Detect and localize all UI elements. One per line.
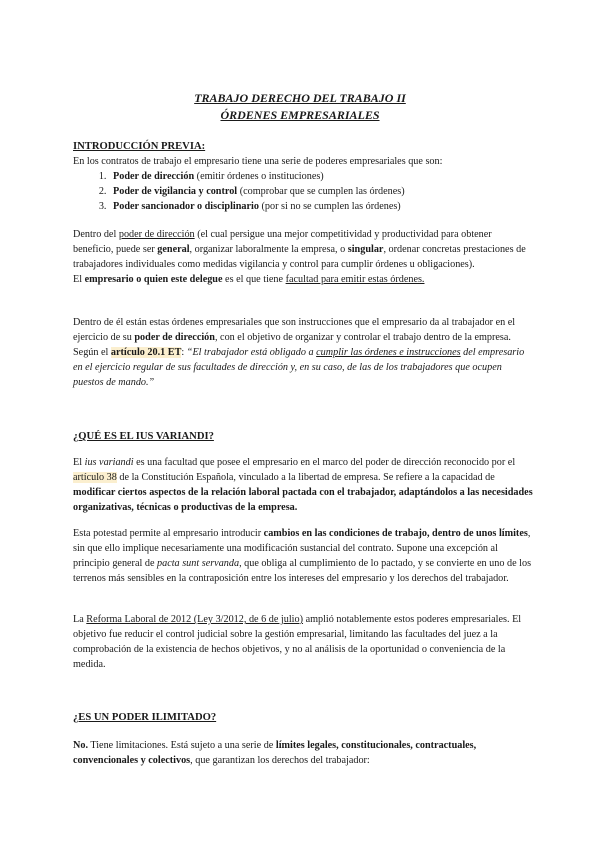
list-item: 1. Poder de dirección (emitir órdenes o instituciones) xyxy=(109,169,533,184)
intro-section xyxy=(73,139,533,214)
powers-list xyxy=(73,169,533,214)
ius-variandi-section xyxy=(73,429,533,444)
document-title: TRABAJO DERECHO DEL TRABAJO II xyxy=(194,91,406,105)
ius-paragraph-2: Esta potestad permite al empresario introducir cambios en las condiciones de trabajo, dentro de unos límites, sin que ello implique necesariamente una modificación sustancial del contrato. Supone una excepción al principio general de pacta sunt servanda, que obliga al cumplimiento de lo pactado, y se convierte en uno de los terrenos más sensibles en la contraposición entre los intereses del empresario y los derechos del trabajador. xyxy=(73,528,532,584)
ius-paragraph-3: La Reforma Laboral de 2012 (Ley 3/2012, de 6 de julio) amplió notablemente estos poderes empresariales. El objetivo fue reducir el control judicial sobre la gestión empresarial, limitando las facultades del juez a la comprobación de la existencia de hechos objetivos, y no al análisis de la oportunidad o conveniencia de la medida. xyxy=(73,614,522,670)
article-38-reference: artículo 38 xyxy=(73,472,117,483)
intro-paragraph-2: El empresario o quien este delegue es el que tiene facultad para emitir estas órdenes. xyxy=(73,274,425,285)
poder-direccion-link[interactable]: poder de dirección xyxy=(118,229,195,240)
ius-paragraph-1: El ius variandi es una facultad que posee el empresario en el marco del poder de dirección reconocido por el artículo 38 de la Constitución Española, vinculado a la libertad de empresa. Se refiere a la capacidad de modificar ciertos aspectos de la relación laboral pactada con el trabajador, adaptándolos a las necesidades organizativas, técnicas o productivas de la empresa. xyxy=(73,457,533,513)
ilimitado-heading: ¿ES UN PODER ILIMITADO? xyxy=(73,712,217,723)
intro-paragraph-3: Dentro de él están estas órdenes empresariales que son instrucciones que el empresario da al trabajador en el ejercicio de su poder de dirección, con el objetivo de organizar y controlar el trabajo dentro de la empresa. Según el artículo 20.1 ET: “El trabajador está obligado a cumplir las órdenes e instrucciones del empresario en el ejercicio regular de sus facultades de dirección y, en su caso, de las de los trabajadores que ocupen puestos de mando.” xyxy=(73,315,533,390)
article-20-reference: artículo 20.1 ET xyxy=(110,347,182,358)
reforma-laboral-link[interactable]: Reforma Laboral de 2012 (Ley 3/2012, de 6 de julio) xyxy=(86,614,304,625)
ilimitado-paragraph-1: No. Tiene limitaciones. Está sujeto a una serie de límites legales, constitucionales, contractuales, convencionales y colectivos, que garantizan los derechos del trabajador: xyxy=(73,740,477,766)
list-item: 2. Poder de vigilancia y control (comprobar que se cumplen las órdenes) xyxy=(109,184,533,199)
list-item: 3. Poder sancionador o disciplinario (por si no se cumplen las órdenes) xyxy=(109,199,533,214)
article-quote: Según el artículo 20.1 ET: “El trabajador está obligado a cumplir las órdenes e instrucciones del empresario en el ejercicio regular de sus facultades de dirección y, en su caso, de las de los trabajadores que ocupen puestos de mando.” xyxy=(73,347,525,388)
intro-paragraph-1: Dentro del poder de dirección (el cual persigue una mejor competitividad y productividad para obtener beneficio, puede ser general, organizar laboralmente la empresa, o singular, ordenar concretas prestaciones de trabajadores individuales como medidas vigilancia y control para cumplir órdenes u obligaciones). El empresario o quien este delegue es el que tiene facultad para emitir estas órdenes. xyxy=(73,227,533,287)
document-subtitle: ÓRDENES EMPRESARIALES xyxy=(220,108,380,122)
ius-heading: ¿QUÉ ES EL IUS VARIANDI? xyxy=(73,431,214,442)
intro-lead: En los contratos de trabajo el empresario tiene una serie de poderes empresariales que son: xyxy=(73,156,443,167)
ilimitado-section xyxy=(73,710,533,725)
intro-heading: INTRODUCCIÓN PREVIA: xyxy=(73,141,206,152)
